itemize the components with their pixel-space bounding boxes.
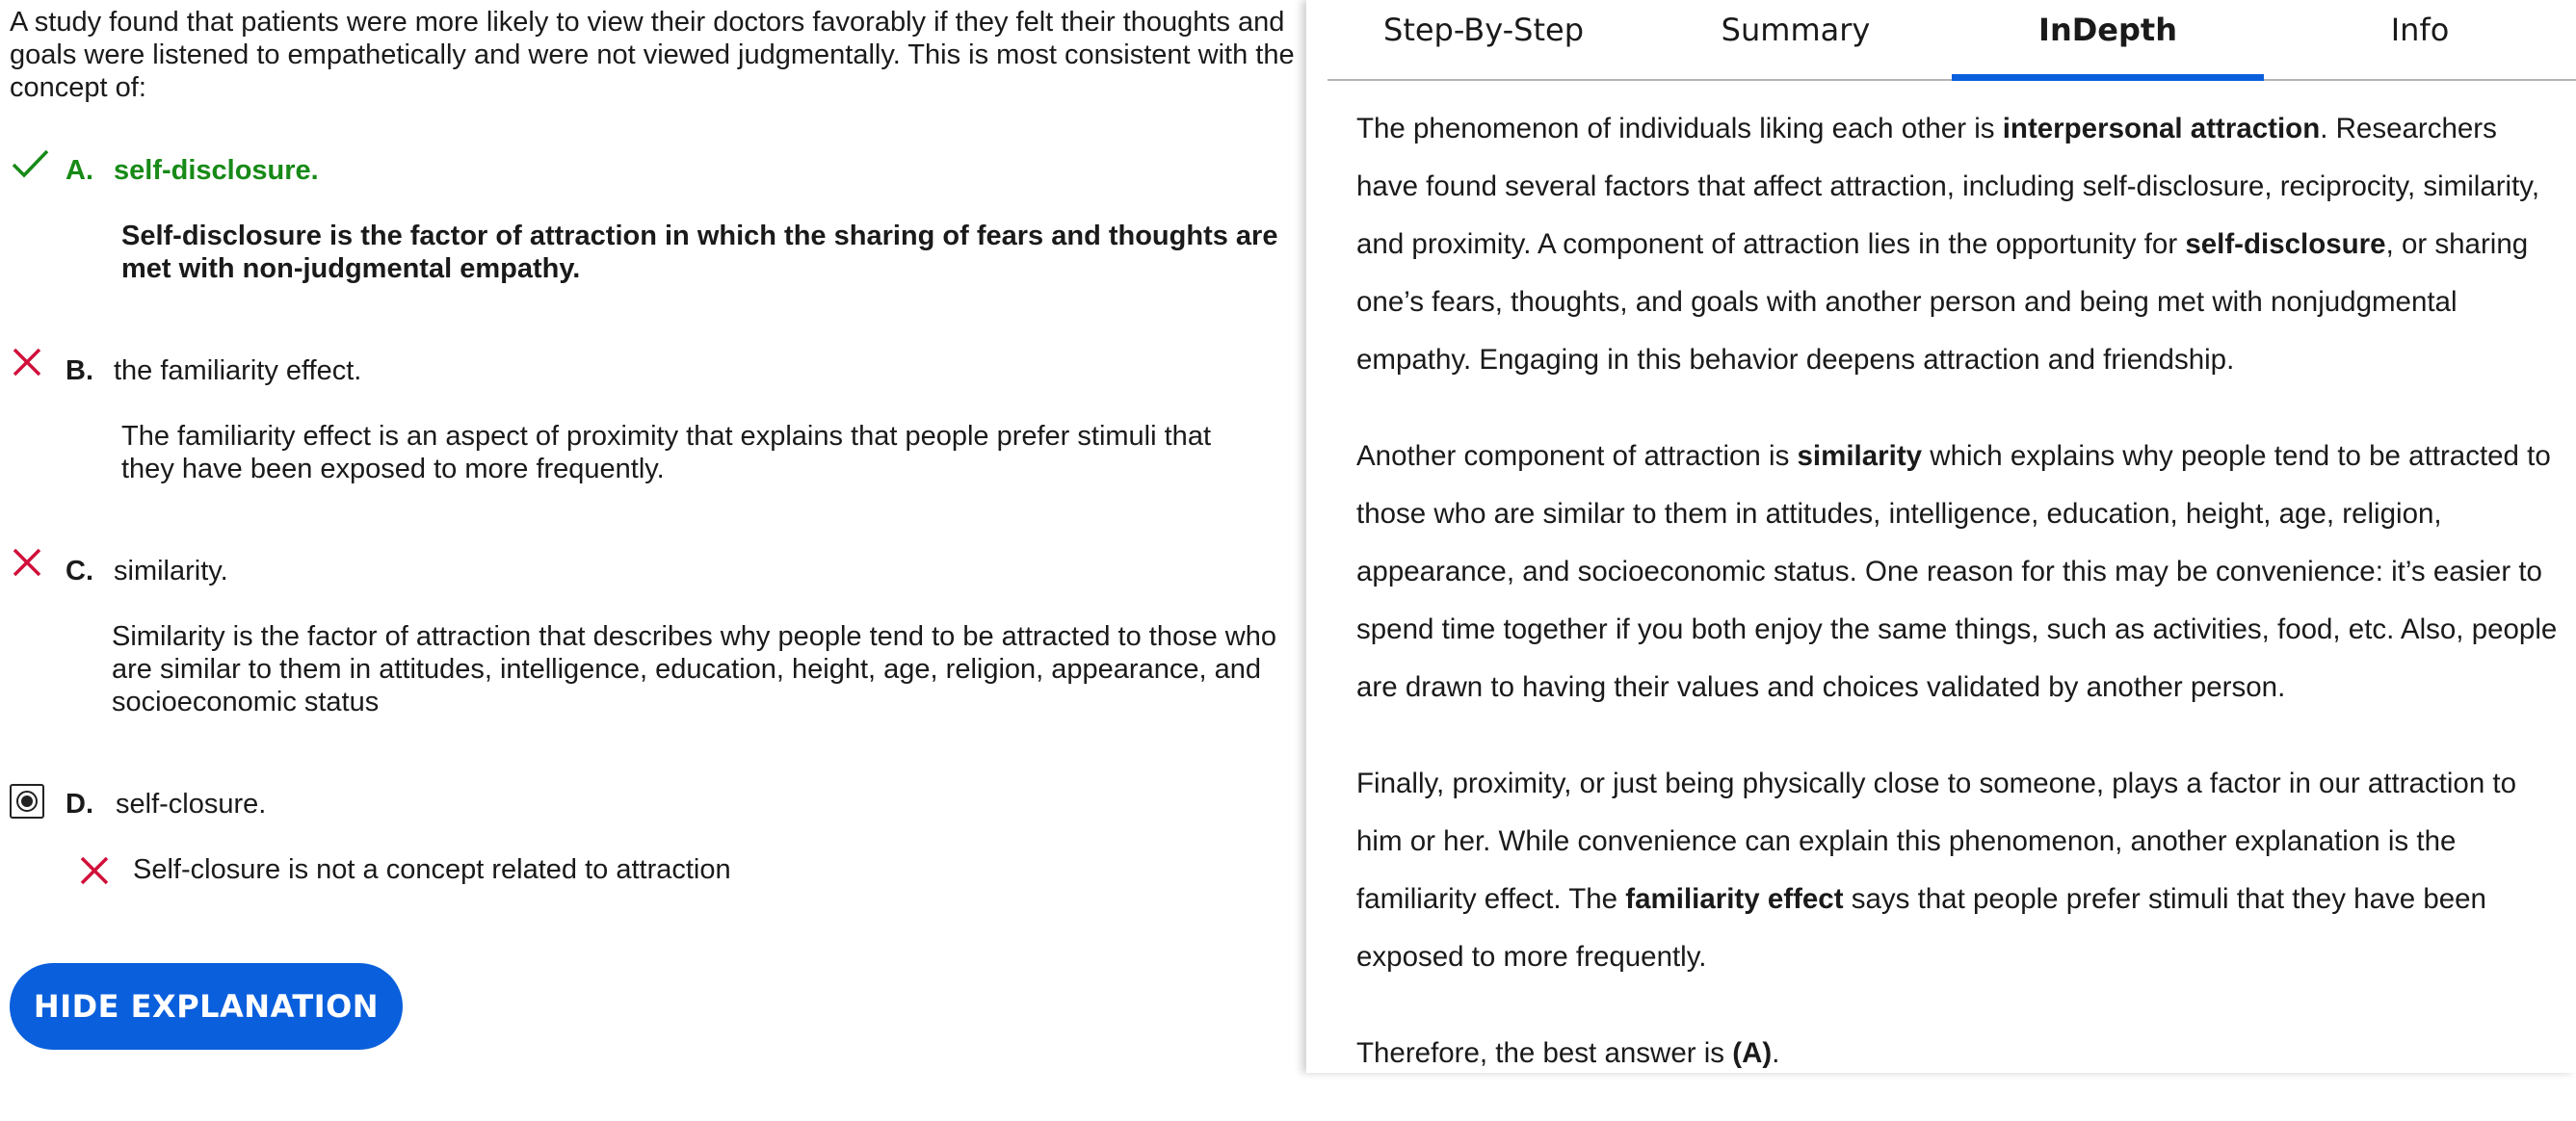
option-b-letter: B.: [66, 355, 93, 386]
option-c-letter: C.: [66, 556, 93, 587]
option-a-explanation: Self-disclosure is the factor of attraction in which the sharing of fears and thoughts are met with non-judgmental empathy.: [121, 221, 1278, 284]
indepth-content: [1356, 100, 2561, 1121]
selected-radio-icon[interactable]: [10, 784, 44, 819]
indepth-paragraph-1: The phenomenon of individuals liking each other is interpersonal attraction. Researchers have found several factors that affect attraction, including self-disclosure, reciprocity, similarity, and proximity. A component of attraction lies in the opportunity for self-disclosure, or sharing one’s fears, thoughts, and goals with another person and being met with nonjudgmental empathy. Engaging in this behavior deepens attraction and friendship.: [1356, 113, 2540, 376]
explanation-tabs: [1327, 0, 2576, 81]
x-icon: [79, 855, 110, 886]
option-c-explanation: Similarity is the factor of attraction that describes why people tend to be attracted to those who are similar to them in attitudes, intelligence, education, height, age, religion, appearance, and socioeconomic status: [112, 621, 1276, 717]
indepth-paragraph-3: Finally, proximity, or just being physically close to someone, plays a factor in our attraction to him or her. While convenience can explain this phenomenon, another explanation is the familiarity effect. The familiarity effect says that people prefer stimuli that they have been exposed to more frequently.: [1356, 768, 2517, 973]
indepth-paragraph-2: Another component of attraction is similarity which explains why people tend to be attracted to those who are similar to them in attitudes, intelligence, education, height, age, religion, appearance, and socioeconomic status. One reason for this may be convenience: it’s easier to spend time together if you both enjoy the same things, such as activities, food, etc. Also, people are drawn to having their values and choices validated by another person.: [1356, 440, 2558, 703]
option-d-letter: D.: [66, 789, 93, 820]
option-d-text[interactable]: self-closure.: [116, 789, 267, 820]
option-b-explanation: The familiarity effect is an aspect of proximity that explains that people prefer stimuli that they have been exposed to more frequently.: [121, 421, 1211, 484]
hide-explanation-button[interactable]: HIDE EXPLANATION: [10, 963, 403, 1050]
question-text: A study found that patients were more likely to view their doctors favorably if they felt their thoughts and goals were listened to empathetically and were not viewed judgmentally. This is most consistent with the concept of:: [10, 7, 1295, 103]
indepth-conclusion: Therefore, the best answer is (A).: [1356, 1037, 1780, 1069]
explanation-panel: [1306, 0, 2576, 1073]
option-c-text[interactable]: similarity.: [114, 556, 228, 587]
tab-step-by-step[interactable]: Step-By-Step: [1383, 12, 1584, 48]
option-b-text[interactable]: the familiarity effect.: [114, 355, 362, 386]
tab-summary[interactable]: Summary: [1721, 12, 1871, 48]
checkmark-icon: [12, 148, 50, 179]
tab-indepth[interactable]: InDepth: [1952, 0, 2264, 79]
x-icon: [12, 547, 42, 578]
question-panel: [0, 0, 1306, 1073]
x-icon: [12, 347, 42, 378]
tab-info[interactable]: Info: [2390, 12, 2450, 48]
option-a-letter: A.: [66, 155, 93, 186]
option-d-explanation: Self-closure is not a concept related to attraction: [133, 854, 731, 885]
option-a-text[interactable]: self-disclosure.: [114, 155, 319, 186]
